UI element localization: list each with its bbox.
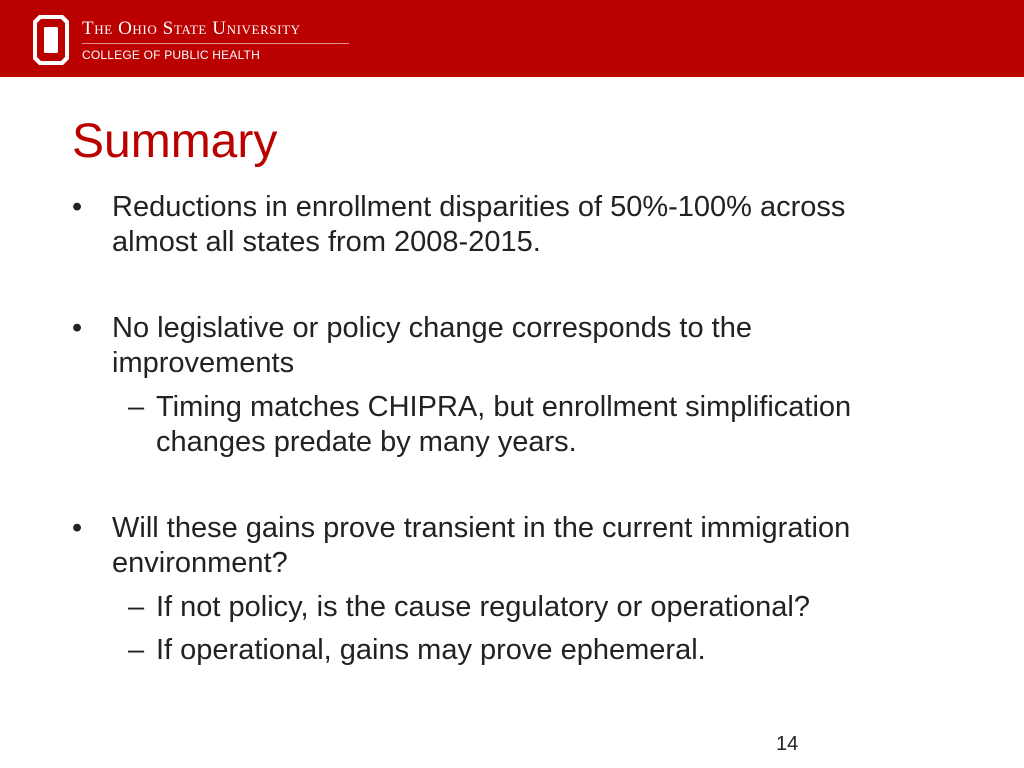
sub-bullet-2-1-line-1: Timing matches CHIPRA, but enrollment simplification <box>156 391 852 423</box>
bullet-2-line-1: No legislative or policy change corresponds to the <box>112 312 752 344</box>
bullet-marker: • <box>72 512 83 544</box>
sub-bullet-3-1-line-1: If not policy, is the cause regulatory or operational? <box>156 591 810 623</box>
slide-title: Summary <box>72 115 278 168</box>
sub-bullet-2-1-line-2: changes predate by many years. <box>156 426 577 458</box>
sub-bullet-marker: – <box>128 634 145 666</box>
page-number: 14 <box>776 733 799 755</box>
sub-bullet-marker: – <box>128 591 145 623</box>
college-name: COLLEGE OF PUBLIC HEALTH <box>82 48 260 62</box>
bullet-2-line-2: improvements <box>112 347 295 379</box>
bullet-marker: • <box>72 191 83 223</box>
sub-bullet-3-2-line-1: If operational, gains may prove ephemeral. <box>156 634 706 666</box>
university-name: The Ohio State University <box>82 18 301 39</box>
bullet-3-line-2: environment? <box>112 547 288 579</box>
bullet-marker: • <box>72 312 83 344</box>
bullet-1-line-1: Reductions in enrollment disparities of 50%-100% across <box>112 191 846 223</box>
sub-bullet-marker: – <box>128 391 145 423</box>
bullet-1-line-2: almost all states from 2008-2015. <box>112 226 541 258</box>
bullet-3-line-1: Will these gains prove transient in the current immigration <box>112 512 851 544</box>
